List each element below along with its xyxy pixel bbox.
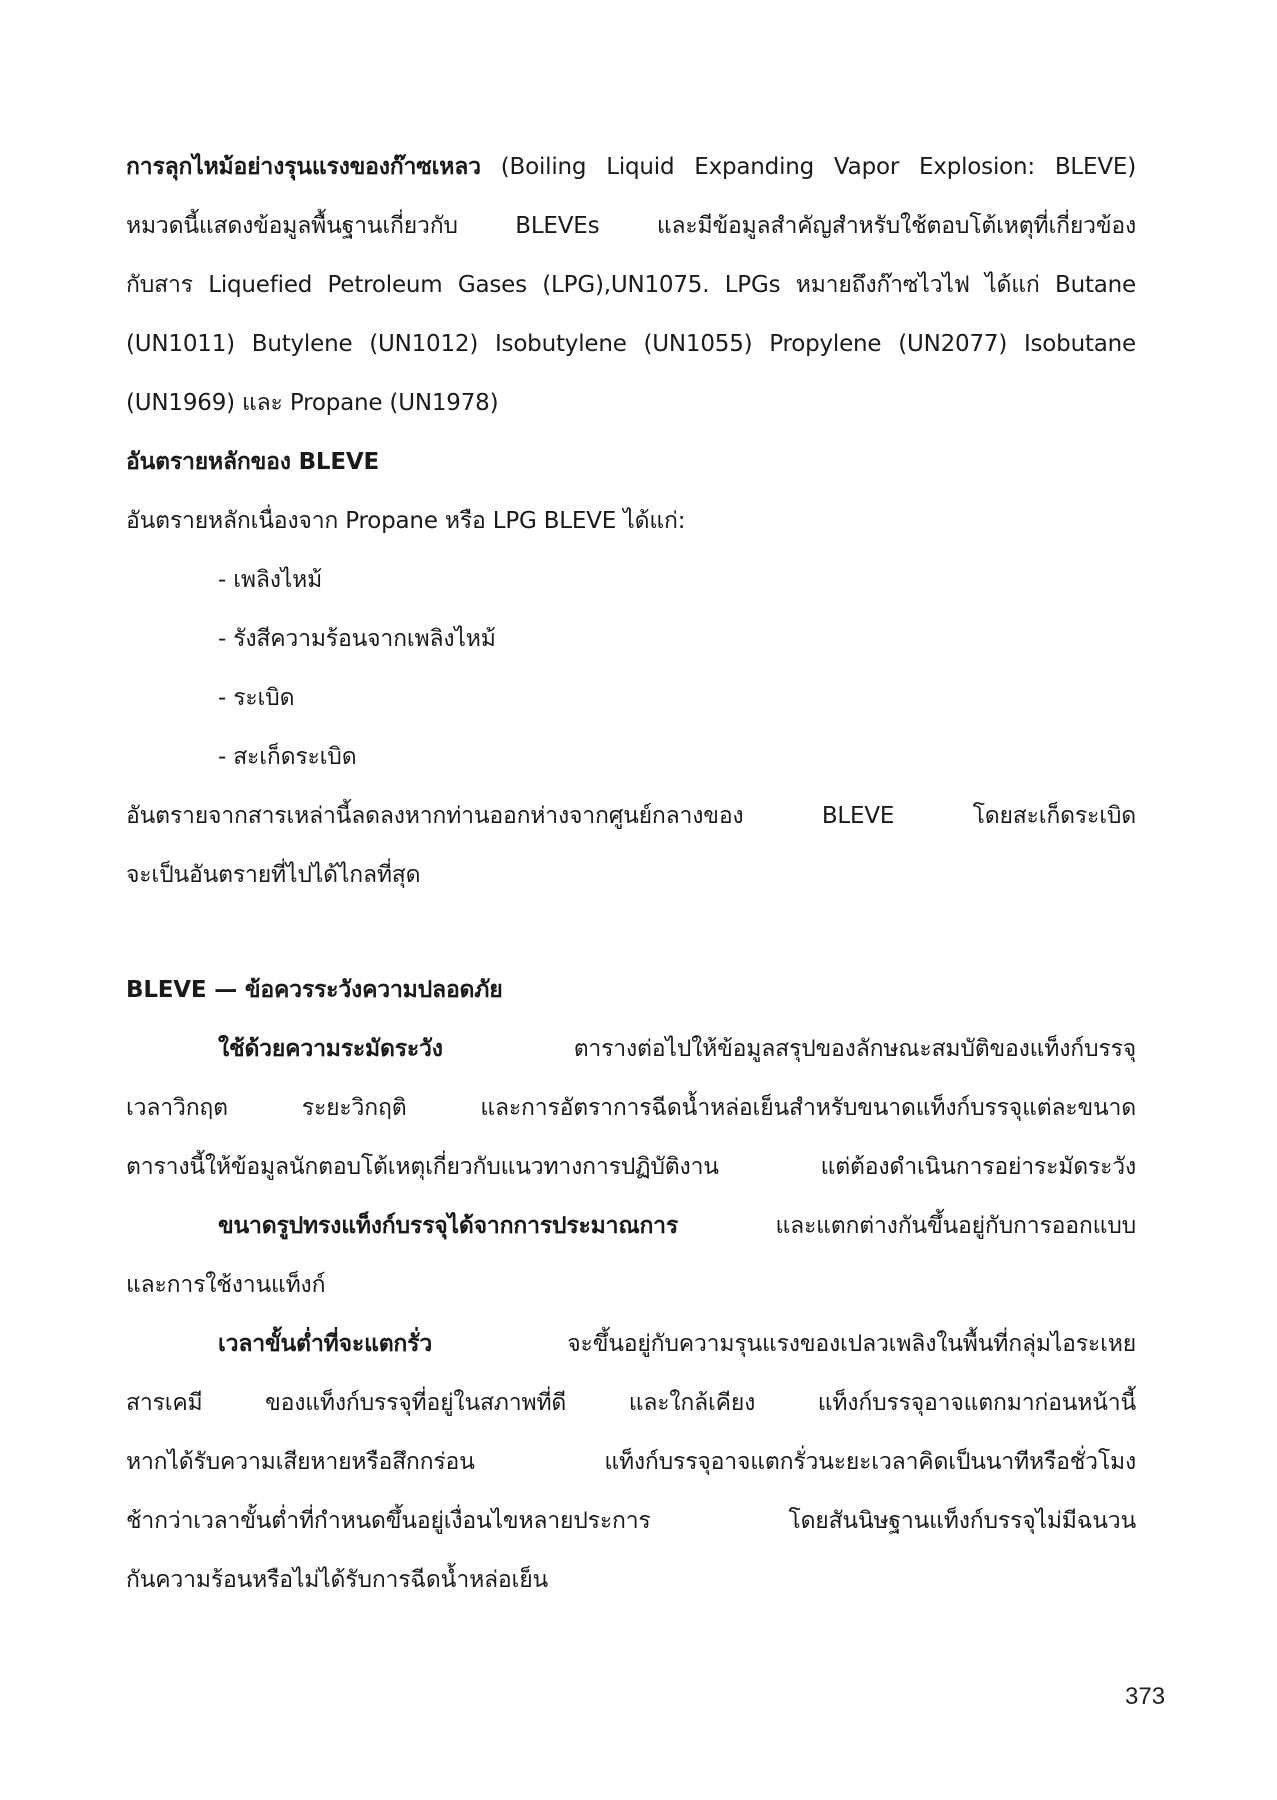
para3-text: จะขึ้นอยู่กับความรุนแรงของเปลวเพลิงในพื้นที่กลุ่มไอระเหย bbox=[432, 1331, 1136, 1357]
section1-line: (UN1011) Butylene (UN1012) Isobutylene (UN1055) Propylene (UN2077) Isobutane bbox=[126, 331, 1136, 357]
para3-first-line bbox=[126, 1315, 1136, 1374]
section2-heading: อันตรายหลักของ BLEVE bbox=[126, 449, 379, 475]
section1-title-line bbox=[126, 138, 1136, 197]
para1-lead: ใช้ด้วยความระมัดระวัง bbox=[218, 1036, 443, 1062]
para3-line: ช้ากว่าเวลาขั้นต่ำที่กำหนดขึ้นอยู่เงื่อนไขหลายประการ โดยสันนิษฐานแท็งก์บรรจุไม่มีฉนวน bbox=[126, 1508, 1136, 1534]
section1-line: (UN1969) และ Propane (UN1978) bbox=[126, 390, 499, 416]
para1-line: เวลาวิกฤต ระยะวิกฤติ และการอัตราการฉีดน้ำหล่อเย็นสำหรับขนาดแท็งก์บรรจุแต่ละขนาด bbox=[126, 1095, 1136, 1121]
hazard-list-item: - เพลิงไหม้ bbox=[218, 567, 323, 593]
hazard-list-item: - สะเก็ดระเบิด bbox=[218, 744, 357, 770]
para2-lead: ขนาดรูปทรงแท็งก์บรรจุได้จากการประมาณการ bbox=[218, 1213, 679, 1239]
section1-title-english: (Boiling Liquid Expanding Vapor Explosion: BLEVE) bbox=[480, 154, 1136, 180]
para3-lead: เวลาขั้นต่ำที่จะแตกรั่ว bbox=[218, 1331, 433, 1357]
document-page bbox=[126, 138, 1136, 1610]
para1-line: ตารางนี้ให้ข้อมูลนักตอบโต้เหตุเกี่ยวกับแนวทางการปฏิบัติงาน แต่ต้องดำเนินการอย่าระมัดระวัง bbox=[126, 1154, 1136, 1180]
para1-first-line bbox=[126, 1020, 1136, 1079]
section-spacer bbox=[126, 905, 1136, 961]
para2-first-line bbox=[126, 1197, 1136, 1256]
para3-line: สารเคมี ของแท็งก์บรรจุที่อยู่ในสภาพที่ดี และใกล้เคียง แท็งก์บรรจุอาจแตกมาก่อนหน้านี้ bbox=[126, 1390, 1136, 1416]
para1-text: ตารางต่อไปให้ข้อมูลสรุปของลักษณะสมบัติของแท็งก์บรรจุ bbox=[442, 1036, 1136, 1062]
para2-text: และแตกต่างกันขึ้นอยู่กับการออกแบบ bbox=[678, 1213, 1136, 1239]
section2-closing-line: จะเป็นอันตรายที่ไปได้ไกลที่สุด bbox=[126, 862, 421, 888]
section1-line: หมวดนี้แสดงข้อมูลพื้นฐานเกี่ยวกับ BLEVEs และมีข้อมูลสำคัญสำหรับใช้ตอบโต้เหตุที่เกี่ยวข้อง bbox=[126, 213, 1136, 239]
para3-line: กันความร้อนหรือไม่ได้รับการฉีดน้ำหล่อเย็น bbox=[126, 1567, 548, 1593]
page-number: 373 bbox=[1125, 1683, 1166, 1710]
section1-line: กับสาร Liquefied Petroleum Gases (LPG),UN1075. LPGs หมายถึงก๊าซไวไฟ ได้แก่ Butane bbox=[126, 272, 1136, 298]
section3-heading: BLEVE — ข้อควรระวังความปลอดภัย bbox=[126, 977, 503, 1003]
para3-line: หากได้รับความเสียหายหรือสึกกร่อน แท็งก์บรรจุอาจแตกรั่วนะยะเวลาคิดเป็นนาทีหรือชั่วโมง bbox=[126, 1449, 1136, 1475]
section2-closing-line: อันตรายจากสารเหล่านี้ลดลงหากท่านออกห่างจากศูนย์กลางของ BLEVE โดยสะเก็ดระเบิด bbox=[126, 803, 1136, 829]
hazard-list-item: - รังสีความร้อนจากเพลิงไหม้ bbox=[218, 626, 496, 652]
section2-intro: อันตรายหลักเนื่องจาก Propane หรือ LPG BLEVE ได้แก่: bbox=[126, 508, 686, 534]
para2-line: และการใช้งานแท็งก์ bbox=[126, 1272, 326, 1298]
section1-title: การลุกไหม้อย่างรุนแรงของก๊าซเหลว bbox=[126, 154, 481, 180]
hazard-list-item: - ระเบิด bbox=[218, 685, 295, 711]
